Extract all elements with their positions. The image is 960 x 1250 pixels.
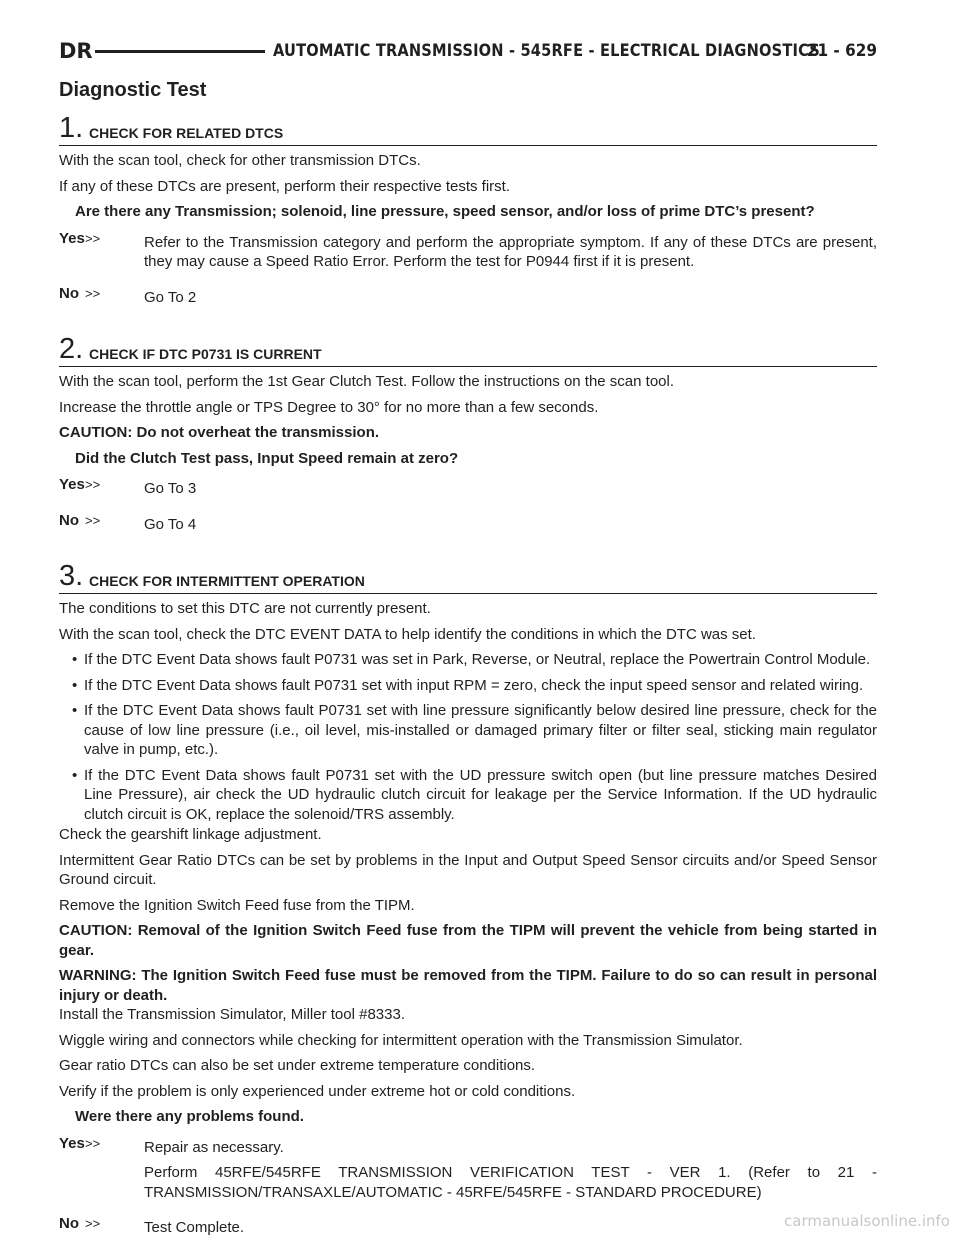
- answer-text: Go To 4: [144, 515, 197, 533]
- list-item: [59, 766, 877, 825]
- step-heading: [59, 112, 877, 146]
- answer-arrow: >>: [85, 230, 101, 246]
- answer-no: [59, 1214, 877, 1244]
- bullet-icon: •: [72, 766, 78, 784]
- list-item: [59, 701, 877, 760]
- answer-label: Yes: [59, 1134, 85, 1152]
- answer-label: Yes: [59, 476, 85, 493]
- paragraph: Intermittent Gear Ratio DTCs can be set by problems in the Input and Output Speed Sensor circuits and/or Speed Sensor Ground circuit.: [59, 851, 877, 888]
- bullet-icon: •: [72, 702, 78, 719]
- caution-note: CAUTION: Removal of the Ignition Switch Feed fuse from the TIPM will prevent the vehicle from being started in gear.: [59, 922, 877, 959]
- list-item: [59, 650, 877, 670]
- page-title: Diagnostic Test: [59, 79, 207, 101]
- step-2: [59, 333, 877, 540]
- answer-no: [59, 284, 877, 314]
- step-number: 3.: [59, 560, 84, 592]
- step-title: CHECK IF DTC P0731 IS CURRENT: [89, 346, 322, 362]
- header-rule: [95, 50, 265, 53]
- step-1: [59, 112, 877, 313]
- paragraph: If any of these DTCs are present, perform their respective tests first.: [59, 177, 511, 195]
- answer-label: Yes: [59, 229, 85, 247]
- step-question: Did the Clutch Test pass, Input Speed remain at zero?: [75, 449, 459, 467]
- paragraph: With the scan tool, check for other transmission DTCs.: [59, 152, 421, 169]
- answer-yes: [59, 1134, 877, 1209]
- caution-note: CAUTION: Do not overheat the transmission.: [59, 424, 380, 441]
- step-number: 1.: [59, 112, 84, 144]
- answer-text: Refer to the Transmission category and perform the appropriate symptom. If any of these DTCs are present, they may cause a Speed Ratio Error. Perform the test for P0944 first if it is present.: [144, 233, 877, 270]
- paragraph: Remove the Ignition Switch Feed fuse from the TIPM.: [59, 896, 415, 914]
- list-item-text: If the DTC Event Data shows fault P0731 set with the UD pressure switch open (but line pressure matches Desired Line Pressure), air check the UD hydraulic clutch circuit for leakage per the Service Information. If the UD hydraulic clutch circuit is OK, replace the solenoid/TRS assembly.: [84, 766, 877, 823]
- watermark: carmanualsonline.info: [784, 1212, 950, 1230]
- list-item: [59, 676, 877, 696]
- step-question: Are there any Transmission; solenoid, line pressure, speed sensor, and/or loss of prime DTC’s present?: [75, 203, 815, 220]
- header-page-number: 21 - 629: [806, 41, 877, 61]
- answer-text: Go To 3: [144, 480, 197, 497]
- answer-no: [59, 511, 877, 541]
- bullet-icon: •: [72, 676, 78, 694]
- answer-text-secondary: Perform 45RFE/545RFE TRANSMISSION VERIFICATION TEST - VER 1. (Refer to 21 - TRANSMISSION/TRANSAXLE/AUTOMATIC - 45RFE/545RFE - STANDARD PROCEDURE): [144, 1164, 877, 1201]
- answer-arrow: >>: [85, 512, 101, 528]
- step-title: CHECK FOR RELATED DTCS: [89, 125, 284, 141]
- list-item-text: If the DTC Event Data shows fault P0731 was set in Park, Reverse, or Neutral, replace the Powertrain Control Module.: [84, 651, 871, 668]
- bullet-icon: •: [72, 651, 78, 668]
- paragraph: Install the Transmission Simulator, Miller tool #8333.: [59, 1006, 405, 1023]
- answer-text: Go To 2: [144, 288, 197, 306]
- paragraph: The conditions to set this DTC are not currently present.: [59, 600, 431, 617]
- answer-arrow: >>: [85, 477, 101, 492]
- answer-label: No: [59, 284, 79, 302]
- step-title: CHECK FOR INTERMITTENT OPERATION: [89, 573, 365, 589]
- bullet-list: [59, 650, 877, 824]
- answer-text: Repair as necessary.: [144, 1138, 284, 1156]
- answer-label: No: [59, 1215, 79, 1232]
- answer-arrow: >>: [85, 1135, 101, 1151]
- paragraph: Check the gearshift linkage adjustment.: [59, 826, 322, 843]
- step-question: Were there any problems found.: [75, 1108, 304, 1125]
- answer-text: Test Complete.: [144, 1219, 245, 1236]
- paragraph: Increase the throttle angle or TPS Degree to 30° for no more than a few seconds.: [59, 398, 599, 416]
- step-3: [59, 560, 877, 1244]
- answer-yes: [59, 475, 877, 505]
- answer-yes: [59, 229, 877, 278]
- paragraph: With the scan tool, check the DTC EVENT DATA to help identify the conditions in which the DTC was set.: [59, 625, 756, 643]
- paragraph: With the scan tool, perform the 1st Gear Clutch Test. Follow the instructions on the scan tool.: [59, 373, 675, 390]
- answer-arrow: >>: [85, 285, 101, 301]
- paragraph: Gear ratio DTCs can also be set under extreme temperature conditions.: [59, 1057, 536, 1074]
- paragraph: Verify if the problem is only experienced under extreme hot or cold conditions.: [59, 1082, 576, 1100]
- diagnostic-flow: [59, 112, 877, 1250]
- running-header: [59, 38, 877, 64]
- step-number: 2.: [59, 333, 84, 365]
- step-heading: [59, 560, 877, 594]
- answer-arrow: >>: [85, 1216, 101, 1231]
- step-heading: [59, 333, 877, 367]
- list-item-text: If the DTC Event Data shows fault P0731 set with line pressure significantly below desired line pressure, check for the cause of low line pressure (i.e., oil level, mis-installed or damaged primary filter or filter seal, sticking main regulator valve in pump, etc.).: [84, 702, 877, 758]
- paragraph: Wiggle wiring and connectors while checking for intermittent operation with the Transmission Simulator.: [59, 1031, 743, 1049]
- header-title: AUTOMATIC TRANSMISSION - 545RFE - ELECTRICAL DIAGNOSTICS: [273, 41, 820, 61]
- answer-label: No: [59, 511, 79, 529]
- header-model: DR: [59, 39, 93, 63]
- list-item-text: If the DTC Event Data shows fault P0731 set with input RPM = zero, check the input speed sensor and related wiring.: [84, 676, 864, 694]
- warning-note: WARNING: The Ignition Switch Feed fuse must be removed from the TIPM. Failure to do so can result in personal injury or death.: [59, 967, 877, 1004]
